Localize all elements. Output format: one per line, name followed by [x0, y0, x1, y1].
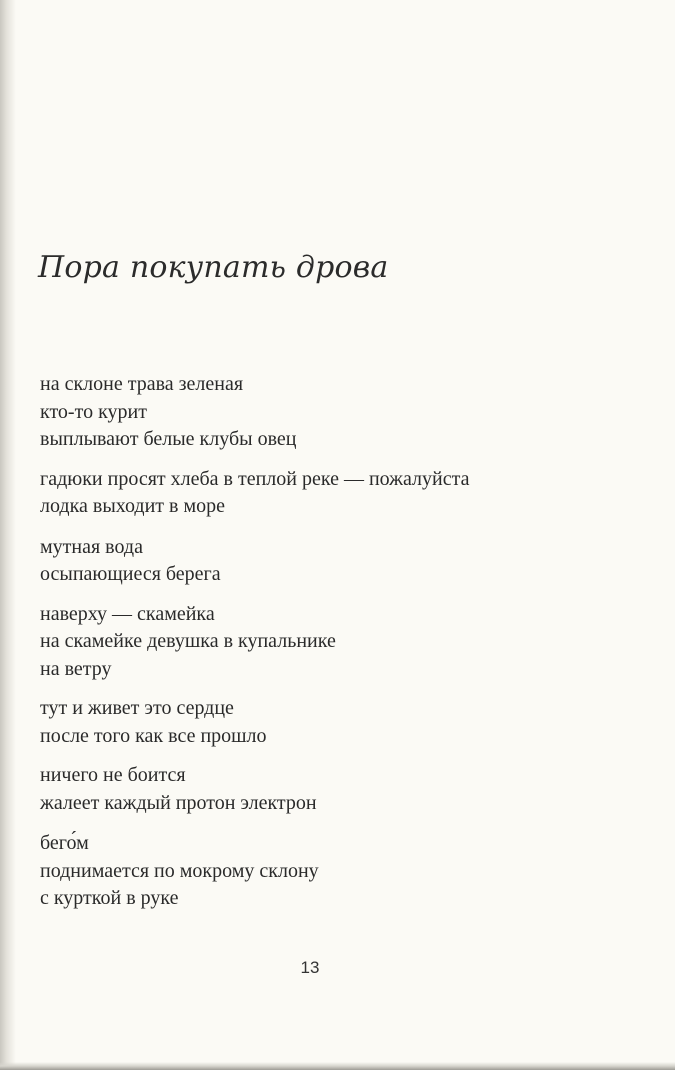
- page-bottom-edge: [0, 1062, 675, 1070]
- poem-line: лодка выходит в море: [40, 495, 226, 517]
- poem-line: кто-то курит: [40, 400, 147, 423]
- poem-body: [40, 371, 640, 913]
- stanza-2: [40, 466, 640, 521]
- stanza-4: [40, 601, 640, 684]
- poem-line: на скамейке девушка в купальнике: [40, 630, 336, 652]
- stanza-3: [40, 534, 640, 589]
- poem-line: на склоне трава зеленая: [40, 373, 244, 395]
- poem-line: осыпающиеся берега: [40, 563, 221, 585]
- poem-line: наверху — скамейка: [40, 602, 215, 625]
- stanza-5: [40, 695, 640, 750]
- stanza-1: [40, 371, 640, 454]
- page-number: 13: [300, 958, 320, 977]
- page-spine-shadow: [0, 0, 16, 1070]
- poem-line: выплывают белые клубы овец: [40, 428, 297, 450]
- poem-line: после того как все прошло: [40, 724, 267, 747]
- poem-line: гадюки просят хлеба в теплой реке — пожалуйста: [40, 467, 470, 490]
- poem-line: на ветру: [40, 657, 112, 680]
- poem-line: жалеет каждый протон электрон: [40, 791, 317, 814]
- poem-title: Пора покупать дрова: [38, 250, 389, 285]
- stanza-6: [40, 762, 640, 817]
- poem-line: мутная вода: [40, 535, 143, 558]
- poem-line: поднимается по мокрому склону: [40, 859, 319, 882]
- poem-line: с курткой в руке: [40, 887, 179, 909]
- poem-line: бего́м: [40, 832, 89, 854]
- stanza-7: [40, 830, 640, 913]
- poem-line: ничего не боится: [40, 764, 186, 786]
- poem-line: тут и живет это сердце: [40, 697, 234, 719]
